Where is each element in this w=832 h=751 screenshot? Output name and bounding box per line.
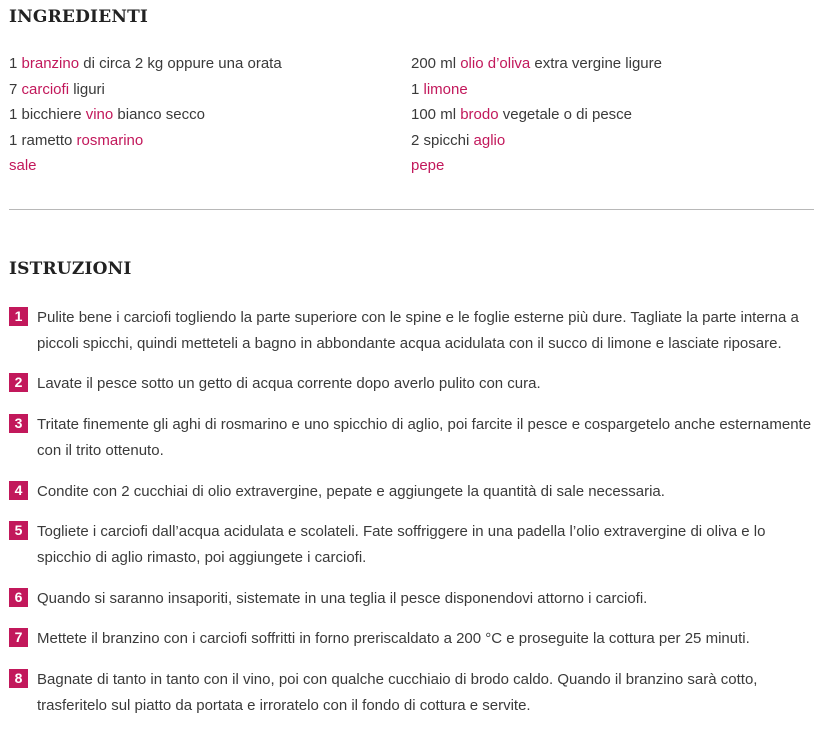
step-number-badge: 8 [9, 669, 28, 688]
ingredient-note: di circa 2 kg oppure una orata [79, 55, 282, 72]
ingredient-item [411, 105, 662, 131]
ingredient-quantity: 2 spicchi [411, 131, 474, 149]
ingredient-quantity: 1 bicchiere [9, 106, 86, 123]
ingredient-item [411, 80, 662, 106]
step-text: Lavate il pesce sotto un getto di acqua corrente dopo averlo pulito con cura. [37, 375, 541, 393]
step-text: Quando si saranno insaporiti, sistemate in una teglia il pesce disponendovi attorno i carciofi. [37, 589, 648, 607]
step-text: Togliete i carciofi dall’acqua acidulata e scolateli. Fate soffriggere in una padella l’olio extravergine di oliva e lo spicchio di aglio rimasto, poi aggiungete i carciofi. [37, 523, 766, 566]
ingredient-quantity: 100 ml [411, 106, 461, 123]
ingredient-note: extra vergine ligure [530, 55, 662, 72]
ingredient-link[interactable]: limone [423, 80, 468, 98]
ingredient-item [411, 156, 662, 182]
step-number-badge: 6 [9, 588, 28, 607]
ingredient-item [411, 131, 662, 157]
ingredient-link[interactable]: carciofi [21, 80, 70, 98]
ingredient-item [9, 131, 282, 157]
instruction-step [9, 371, 814, 397]
step-text: Mettete il branzino con i carciofi soffritti in forno preriscaldato a 200 °C e proseguite la cottura per 25 minuti. [37, 630, 750, 648]
step-text: Bagnate di tanto in tanto con il vino, poi con qualche cucchiaio di brodo caldo. Quando il branzino sarà cotto, trasferitelo sul piatto da portata e irroratelo con il fondo di cottura e servite. [37, 671, 758, 714]
ingredient-item [9, 156, 282, 182]
ingredient-link[interactable]: pepe [411, 157, 445, 174]
ingredient-item [9, 54, 282, 80]
step-number-badge: 5 [9, 521, 28, 540]
ingredient-link[interactable]: olio d’oliva [460, 55, 531, 72]
instructions-list [9, 305, 814, 733]
instruction-step [9, 479, 814, 505]
ingredient-quantity: 1 [9, 55, 22, 72]
ingredient-note: vegetale o di pesce [498, 106, 633, 123]
instruction-step [9, 667, 814, 718]
step-text: Tritate finemente gli aghi di rosmarino e uno spicchio di aglio, poi farcite il pesce e cospargetelo anche esternamente con il trito ottenuto. [37, 416, 812, 459]
instruction-step [9, 586, 814, 612]
ingredient-note: liguri [69, 80, 105, 98]
ingredients-title: INGREDIENTI [9, 7, 149, 27]
instruction-step [9, 412, 814, 463]
instruction-step [9, 626, 814, 652]
step-text: Condite con 2 cucchiai di olio extravergine, pepate e aggiungete la quantità di sale necessaria. [37, 482, 665, 500]
instruction-step [9, 519, 814, 570]
ingredients-left-column [9, 54, 282, 182]
ingredients-right-column [411, 54, 662, 182]
instructions-title: ISTRUZIONI [9, 259, 132, 279]
step-number-badge: 1 [9, 307, 28, 326]
ingredient-quantity: 200 ml [411, 55, 461, 72]
ingredient-item [9, 105, 282, 131]
ingredient-note: bianco secco [113, 106, 205, 123]
step-number-badge: 7 [9, 628, 28, 647]
section-divider [9, 209, 814, 210]
ingredient-item [411, 54, 662, 80]
ingredient-link[interactable]: rosmarino [76, 131, 144, 149]
step-number-badge: 3 [9, 414, 28, 433]
instruction-step [9, 305, 814, 356]
ingredient-link[interactable]: vino [85, 106, 114, 123]
ingredient-quantity: 1 rametto [9, 131, 77, 149]
ingredient-link[interactable]: aglio [473, 131, 506, 149]
step-number-badge: 4 [9, 481, 28, 500]
ingredient-item [9, 80, 282, 106]
ingredient-link[interactable]: branzino [21, 55, 80, 72]
ingredient-quantity: 1 [411, 80, 424, 98]
step-number-badge: 2 [9, 373, 28, 392]
ingredient-link[interactable]: brodo [460, 106, 499, 123]
ingredient-link[interactable]: sale [9, 157, 37, 174]
ingredient-quantity: 7 [9, 80, 22, 98]
step-text: Pulite bene i carciofi togliendo la parte superiore con le spine e le foglie esterne più dure. Tagliate la parte interna a piccoli spicchi, quindi metteteli a bagno in abbondante acqua acidulata con il succo di limone e lasciate riposare. [37, 309, 799, 352]
